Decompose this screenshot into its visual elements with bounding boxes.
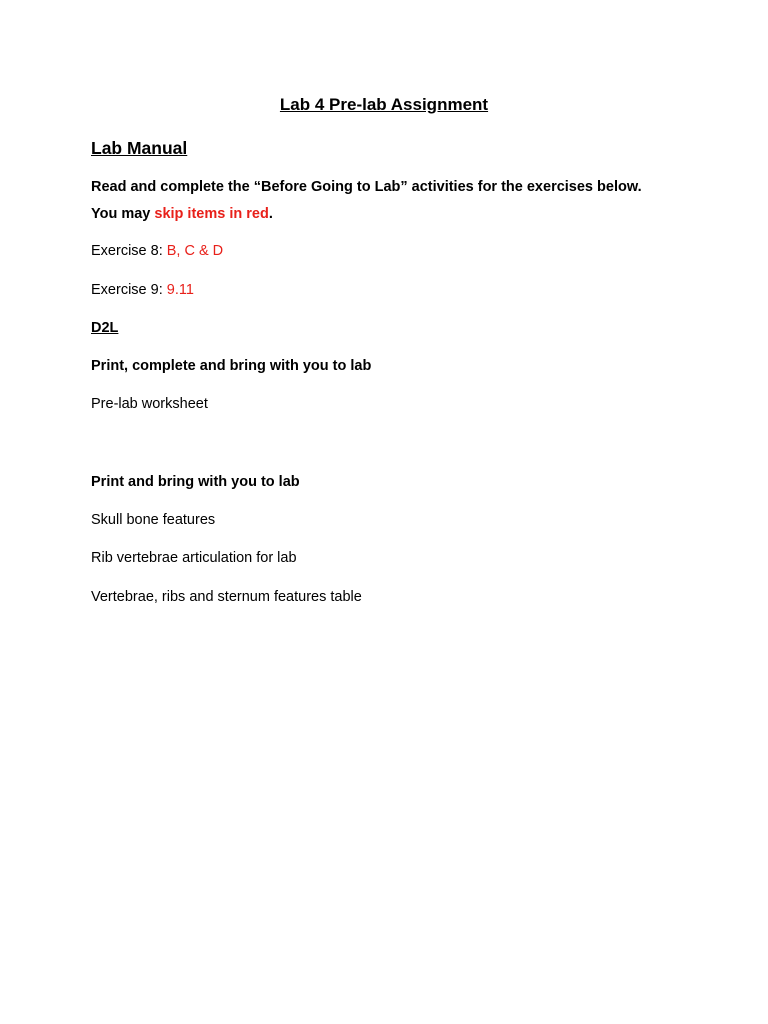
document-title: Lab 4 Pre-lab Assignment: [279, 95, 489, 114]
list-item-pre-lab-worksheet: Pre-lab worksheet: [91, 396, 208, 412]
list-item-rib-vertebrae-articulation: Rib vertebrae articulation for lab: [91, 550, 297, 566]
list-item-skull-bone-features: Skull bone features: [91, 512, 216, 528]
exercise-8-label: Exercise 8:: [91, 243, 167, 259]
instruction-line-1: Read and complete the “Before Going to Lab” activities for the exercises below.: [91, 179, 642, 195]
exercise-9-label: Exercise 9:: [91, 282, 167, 298]
d2l-heading: D2L: [91, 320, 119, 336]
exercise-8-line: [91, 243, 223, 259]
lab-manual-heading: Lab Manual: [91, 138, 188, 158]
list-item-features-table: Vertebrae, ribs and sternum features table: [91, 589, 362, 605]
exercise-9-items: 9.11: [166, 282, 194, 298]
exercise-9-line: [91, 282, 194, 298]
instruction-prefix: You may: [91, 206, 155, 222]
instruction-suffix: .: [268, 206, 273, 222]
complete-heading: Print, complete and bring with you to lab: [91, 358, 372, 374]
exercise-8-items: B, C & D: [166, 243, 224, 259]
bring-heading: Print and bring with you to lab: [91, 474, 300, 490]
instruction-line-2: [91, 206, 273, 222]
skip-items-highlight: skip items in red: [154, 206, 269, 222]
